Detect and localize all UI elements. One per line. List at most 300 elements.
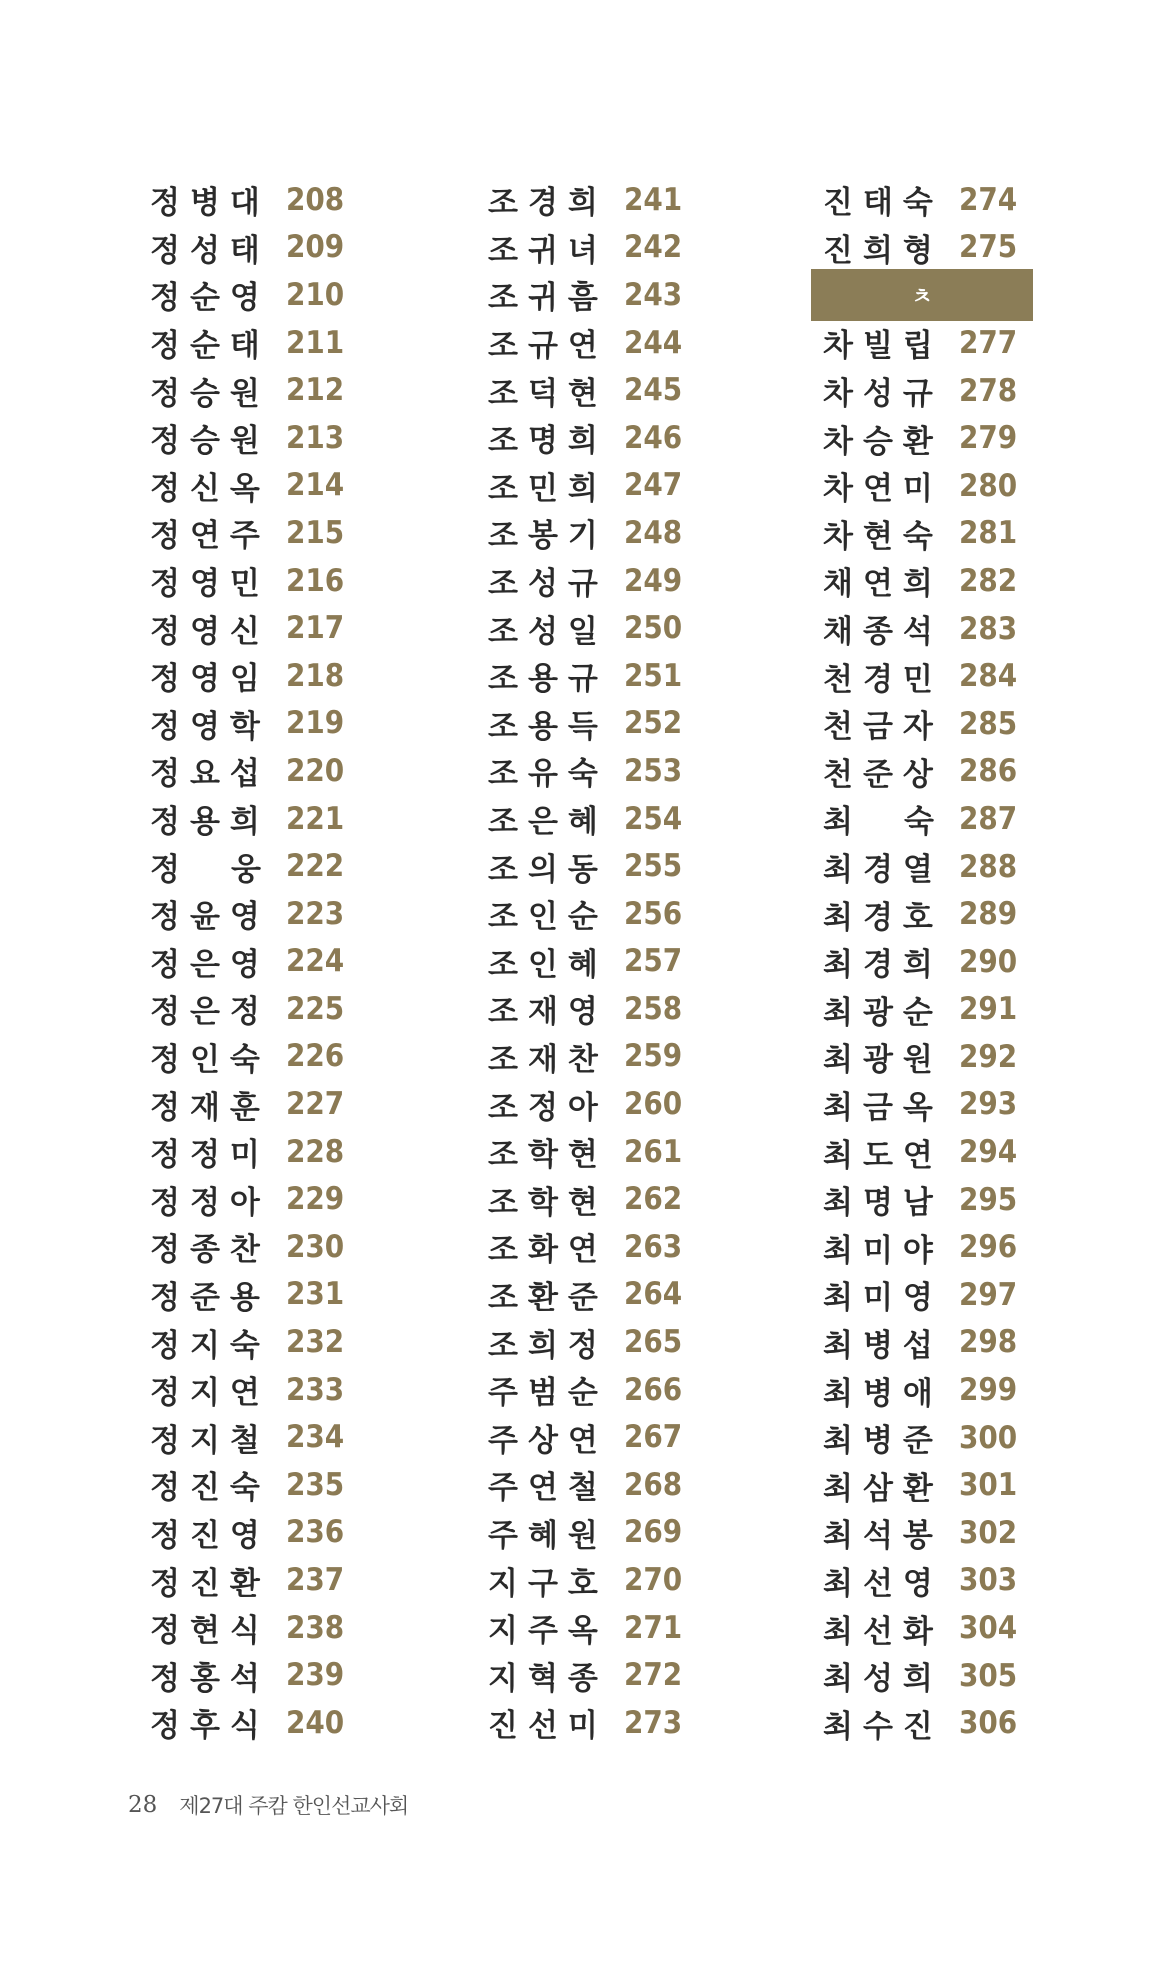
directory-entry	[823, 795, 1083, 843]
entry-name: 정순영	[150, 280, 270, 317]
entry-page-number: 286	[959, 753, 1018, 790]
directory-entry	[150, 224, 410, 272]
entry-page-number: 254	[624, 800, 683, 837]
entry-page-number: 298	[959, 1324, 1018, 1361]
entry-page-number: 240	[286, 1704, 345, 1741]
directory-entry	[150, 1509, 410, 1557]
directory-entry	[823, 1319, 1083, 1367]
directory-entry	[823, 1557, 1083, 1605]
directory-entry	[150, 1651, 410, 1699]
directory-entry	[823, 843, 1083, 891]
directory-entry	[488, 938, 748, 986]
entry-page-number: 225	[286, 990, 345, 1027]
entry-page-number: 281	[959, 515, 1018, 552]
entry-page-number: 238	[286, 1609, 345, 1646]
entry-page-number: 252	[624, 705, 683, 742]
entry-page-number: 297	[959, 1276, 1018, 1313]
entry-name: 최경호	[823, 899, 943, 936]
entry-page-number: 294	[959, 1134, 1018, 1171]
entry-name: 정병대	[150, 185, 270, 222]
directory-entry	[488, 557, 748, 605]
entry-page-number: 279	[959, 420, 1018, 457]
directory-entry	[488, 985, 748, 1033]
directory-entry	[823, 1271, 1083, 1319]
entry-page-number: 221	[286, 800, 345, 837]
entry-page-number: 265	[624, 1324, 683, 1361]
entry-page-number: 251	[624, 657, 683, 694]
entry-page-number: 228	[286, 1133, 345, 1170]
entry-name: 최선영	[823, 1565, 943, 1602]
directory-entry	[823, 1128, 1083, 1176]
entry-page-number: 226	[286, 1038, 345, 1075]
entry-name: 조희정	[488, 1327, 608, 1364]
entry-page-number: 292	[959, 1038, 1018, 1075]
entry-name: 조재영	[488, 994, 608, 1031]
entry-name: 정인숙	[150, 1041, 270, 1078]
entry-name: 정은정	[150, 994, 270, 1031]
directory-entry	[488, 1318, 748, 1366]
entry-name: 조의동	[488, 851, 608, 888]
directory-entry	[150, 1033, 410, 1081]
entry-name: 조유숙	[488, 756, 608, 793]
entry-page-number: 295	[959, 1181, 1018, 1218]
directory-column-3	[823, 176, 1083, 1747]
directory-entry	[823, 319, 1083, 367]
entry-page-number: 285	[959, 705, 1018, 742]
entry-name: 천준상	[823, 756, 943, 793]
entry-name: 최광순	[823, 994, 943, 1031]
entry-name: 정준용	[150, 1279, 270, 1316]
entry-name: 정지철	[150, 1422, 270, 1459]
entry-page-number: 277	[959, 324, 1018, 361]
directory-entry	[823, 1461, 1083, 1509]
entry-page-number: 274	[959, 181, 1018, 218]
entry-name: 조학현	[488, 1184, 608, 1221]
entry-name: 정진영	[150, 1517, 270, 1554]
entry-page-number: 259	[624, 1038, 683, 1075]
entry-name: 정신옥	[150, 470, 270, 507]
directory-entry	[823, 510, 1083, 558]
entry-name: 조규연	[488, 328, 608, 365]
entry-name: 정정아	[150, 1184, 270, 1221]
directory-entry	[488, 652, 748, 700]
entry-name: 조환준	[488, 1279, 608, 1316]
entry-page-number: 261	[624, 1133, 683, 1170]
entry-page-number: 268	[624, 1466, 683, 1503]
entry-name: 최병애	[823, 1375, 943, 1412]
directory-entry	[823, 986, 1083, 1034]
entry-name: 조귀흠	[488, 280, 608, 317]
directory-column-1	[150, 176, 410, 1747]
entry-name: 주연철	[488, 1470, 608, 1507]
entry-page-number: 215	[286, 514, 345, 551]
entry-page-number: 260	[624, 1086, 683, 1123]
entry-page-number: 296	[959, 1229, 1018, 1266]
directory-entry	[150, 985, 410, 1033]
directory-entry	[823, 748, 1083, 796]
directory-entry	[150, 1271, 410, 1319]
directory-entry	[823, 1081, 1083, 1129]
entry-name: 조성규	[488, 566, 608, 603]
directory-entry	[150, 795, 410, 843]
directory-entry	[823, 700, 1083, 748]
entry-name: 차현숙	[823, 518, 943, 555]
entry-page-number: 231	[286, 1276, 345, 1313]
entry-page-number: 235	[286, 1466, 345, 1503]
directory-entry	[488, 1033, 748, 1081]
entry-name: 정순태	[150, 328, 270, 365]
directory-entry	[823, 1604, 1083, 1652]
entry-name: 진태숙	[823, 185, 943, 222]
entry-page-number: 283	[959, 610, 1018, 647]
entry-page-number: 302	[959, 1514, 1018, 1551]
entry-name: 조경희	[488, 185, 608, 222]
entry-name: 정현식	[150, 1613, 270, 1650]
directory-entry	[488, 1699, 748, 1747]
entry-page-number: 280	[959, 467, 1018, 504]
directory-entry	[150, 271, 410, 319]
entry-name: 차연미	[823, 471, 943, 508]
entry-page-number: 219	[286, 705, 345, 742]
directory-entry	[150, 890, 410, 938]
entry-page-number: 236	[286, 1514, 345, 1551]
entry-name: 천경민	[823, 661, 943, 698]
entry-name: 지혁종	[488, 1660, 608, 1697]
entry-name: 진희형	[823, 232, 943, 269]
entry-name: 최명남	[823, 1185, 943, 1222]
entry-name: 차승환	[823, 423, 943, 460]
entry-name: 최석봉	[823, 1518, 943, 1555]
entry-page-number: 222	[286, 848, 345, 885]
entry-name: 주범순	[488, 1375, 608, 1412]
directory-entry	[488, 795, 748, 843]
directory-entry	[488, 1271, 748, 1319]
entry-page-number: 258	[624, 990, 683, 1027]
entry-page-number: 208	[286, 181, 345, 218]
entry-name: 천금자	[823, 709, 943, 746]
entry-page-number: 269	[624, 1514, 683, 1551]
entry-name: 최경희	[823, 947, 943, 984]
entry-name: 조용득	[488, 708, 608, 745]
publication-title: 제27대 주캄 한인선교사회	[179, 1794, 409, 1818]
directory-entry	[823, 605, 1083, 653]
directory-entry	[488, 1223, 748, 1271]
section-header: ㅊ	[811, 269, 1033, 321]
page-number: 28	[128, 1792, 158, 1818]
entry-name: 정영신	[150, 613, 270, 650]
entry-page-number: 243	[624, 276, 683, 313]
entry-page-number: 291	[959, 991, 1018, 1028]
directory-entry	[488, 462, 748, 510]
entry-name: 최병섭	[823, 1327, 943, 1364]
page-footer	[128, 1790, 408, 1820]
entry-page-number: 267	[624, 1419, 683, 1456]
entry-page-number: 306	[959, 1705, 1018, 1742]
entry-name: 조성일	[488, 613, 608, 650]
directory-entry	[488, 176, 748, 224]
entry-name: 주상연	[488, 1422, 608, 1459]
directory-entry	[150, 604, 410, 652]
entry-page-number: 271	[624, 1609, 683, 1646]
entry-page-number: 232	[286, 1324, 345, 1361]
entry-name: 최삼환	[823, 1470, 943, 1507]
directory-entry	[488, 1509, 748, 1557]
entry-page-number: 239	[286, 1657, 345, 1694]
directory-entry	[823, 557, 1083, 605]
directory-entry	[488, 414, 748, 462]
directory-entry	[823, 414, 1083, 462]
entry-name: 채종석	[823, 614, 943, 651]
entry-name: 최금옥	[823, 1089, 943, 1126]
entry-page-number: 211	[286, 324, 345, 361]
directory-entry	[150, 509, 410, 557]
entry-page-number: 249	[624, 562, 683, 599]
entry-page-number: 230	[286, 1228, 345, 1265]
entry-name: 최미영	[823, 1280, 943, 1317]
entry-name: 조정아	[488, 1089, 608, 1126]
entry-name: 정요섭	[150, 756, 270, 793]
entry-page-number: 229	[286, 1181, 345, 1218]
directory-entry	[823, 1176, 1083, 1224]
entry-name: 최광원	[823, 1042, 943, 1079]
entry-name: 정성태	[150, 232, 270, 269]
directory-entry	[150, 1128, 410, 1176]
entry-page-number: 213	[286, 419, 345, 456]
directory-entry	[150, 652, 410, 700]
directory-entry	[150, 842, 410, 890]
entry-page-number: 293	[959, 1086, 1018, 1123]
entry-name: 최도연	[823, 1137, 943, 1174]
entry-page-number: 262	[624, 1181, 683, 1218]
directory-entry	[150, 1366, 410, 1414]
entry-page-number: 247	[624, 467, 683, 504]
entry-name: 정승원	[150, 423, 270, 460]
entry-page-number: 255	[624, 848, 683, 885]
directory-entry	[150, 1556, 410, 1604]
entry-name: 차성규	[823, 376, 943, 413]
entry-name: 지주옥	[488, 1613, 608, 1650]
entry-page-number: 223	[286, 895, 345, 932]
directory-entry	[488, 842, 748, 890]
directory-entry	[488, 1128, 748, 1176]
directory-entry	[823, 1652, 1083, 1700]
entry-name: 정승원	[150, 375, 270, 412]
directory-entry	[150, 176, 410, 224]
entry-name: 최성희	[823, 1661, 943, 1698]
entry-page-number: 248	[624, 514, 683, 551]
entry-name: 정홍석	[150, 1660, 270, 1697]
entry-page-number: 299	[959, 1372, 1018, 1409]
directory-entry	[823, 1414, 1083, 1462]
entry-name: 조인순	[488, 899, 608, 936]
directory-entry	[150, 1699, 410, 1747]
entry-page-number: 227	[286, 1086, 345, 1123]
entry-name: 정후식	[150, 1708, 270, 1745]
entry-name: 차빌립	[823, 328, 943, 365]
entry-page-number: 224	[286, 943, 345, 980]
entry-name: 조용규	[488, 661, 608, 698]
directory-entry	[488, 1175, 748, 1223]
directory-column-2	[488, 176, 748, 1747]
directory-entry	[823, 1223, 1083, 1271]
entry-page-number: 237	[286, 1562, 345, 1599]
directory-entry	[150, 557, 410, 605]
entry-name: 조은혜	[488, 804, 608, 841]
directory-entry	[488, 1080, 748, 1128]
directory-entry	[150, 1175, 410, 1223]
entry-page-number: 220	[286, 752, 345, 789]
entry-page-number: 233	[286, 1371, 345, 1408]
directory-entry	[823, 938, 1083, 986]
entry-page-number: 304	[959, 1610, 1018, 1647]
entry-page-number: 288	[959, 848, 1018, 885]
entry-page-number: 301	[959, 1467, 1018, 1504]
entry-name: 조귀녀	[488, 232, 608, 269]
entry-name: 진선미	[488, 1708, 608, 1745]
entry-name: 조민희	[488, 470, 608, 507]
directory-entry	[488, 1461, 748, 1509]
directory-entry	[488, 319, 748, 367]
directory-entry	[488, 224, 748, 272]
entry-page-number: 270	[624, 1562, 683, 1599]
directory-entry	[150, 1461, 410, 1509]
entry-name: 최선화	[823, 1613, 943, 1650]
entry-name: 정진숙	[150, 1470, 270, 1507]
directory-entry	[150, 319, 410, 367]
entry-page-number: 303	[959, 1562, 1018, 1599]
entry-name: 조재찬	[488, 1041, 608, 1078]
entry-page-number: 256	[624, 895, 683, 932]
entry-name: 정지숙	[150, 1327, 270, 1364]
entry-page-number: 272	[624, 1657, 683, 1694]
directory-entry	[488, 890, 748, 938]
entry-name: 조명희	[488, 423, 608, 460]
directory-entry	[150, 1413, 410, 1461]
entry-name: 정 웅	[150, 851, 271, 888]
entry-page-number: 210	[286, 276, 345, 313]
directory-entry	[150, 1080, 410, 1128]
entry-name: 정종찬	[150, 1232, 270, 1269]
directory-entry	[488, 1651, 748, 1699]
entry-name: 정윤영	[150, 899, 270, 936]
entry-page-number: 209	[286, 229, 345, 266]
entry-name: 정연주	[150, 518, 270, 555]
entry-page-number: 217	[286, 610, 345, 647]
directory-entry	[488, 1556, 748, 1604]
directory-entry	[488, 1604, 748, 1652]
entry-name: 조덕현	[488, 375, 608, 412]
entry-name: 정재훈	[150, 1089, 270, 1126]
directory-entry	[150, 1318, 410, 1366]
entry-name: 조봉기	[488, 518, 608, 555]
entry-name: 채연희	[823, 566, 943, 603]
directory-entry	[823, 462, 1083, 510]
directory-entry	[488, 1413, 748, 1461]
directory-entry	[823, 1366, 1083, 1414]
directory-entry	[488, 366, 748, 414]
entry-page-number: 275	[959, 229, 1018, 266]
entry-page-number: 245	[624, 372, 683, 409]
entry-name: 정영학	[150, 708, 270, 745]
entry-name: 조인혜	[488, 946, 608, 983]
directory-entry	[823, 367, 1083, 415]
directory-entry	[823, 1509, 1083, 1557]
entry-page-number: 241	[624, 181, 683, 218]
entry-page-number: 253	[624, 752, 683, 789]
entry-page-number: 216	[286, 562, 345, 599]
directory-entry	[488, 604, 748, 652]
directory-entry	[823, 1699, 1083, 1747]
entry-name: 정정미	[150, 1137, 270, 1174]
directory-entry	[150, 462, 410, 510]
directory-entry	[150, 366, 410, 414]
directory-entry	[823, 890, 1083, 938]
entry-page-number: 287	[959, 800, 1018, 837]
entry-page-number: 263	[624, 1228, 683, 1265]
entry-page-number: 214	[286, 467, 345, 504]
entry-name: 정영임	[150, 661, 270, 698]
directory-entry	[150, 700, 410, 748]
entry-name: 최미야	[823, 1232, 943, 1269]
directory-entry	[488, 747, 748, 795]
directory-entry	[150, 938, 410, 986]
directory-entry	[823, 1033, 1083, 1081]
directory-entry	[488, 1366, 748, 1414]
entry-name: 최 숙	[823, 804, 944, 841]
entry-page-number: 289	[959, 896, 1018, 933]
entry-name: 정용희	[150, 804, 270, 841]
entry-page-number: 264	[624, 1276, 683, 1313]
entry-page-number: 250	[624, 610, 683, 647]
directory-entry	[823, 224, 1083, 272]
entry-page-number: 284	[959, 658, 1018, 695]
directory-entry	[488, 700, 748, 748]
entry-page-number: 278	[959, 372, 1018, 409]
entry-page-number: 305	[959, 1657, 1018, 1694]
directory-entry	[823, 652, 1083, 700]
directory-entry	[150, 747, 410, 795]
directory-entry	[150, 1223, 410, 1271]
entry-page-number: 257	[624, 943, 683, 980]
entry-name: 최수진	[823, 1708, 943, 1745]
directory-entry	[150, 414, 410, 462]
entry-name: 정진환	[150, 1565, 270, 1602]
entry-name: 최경열	[823, 852, 943, 889]
entry-name: 주혜원	[488, 1517, 608, 1554]
entry-name: 조학현	[488, 1137, 608, 1174]
entry-page-number: 212	[286, 372, 345, 409]
entry-name: 조화연	[488, 1232, 608, 1269]
entry-page-number: 290	[959, 943, 1018, 980]
entry-name: 정은영	[150, 946, 270, 983]
entry-page-number: 282	[959, 562, 1018, 599]
entry-page-number: 246	[624, 419, 683, 456]
directory-entry	[488, 509, 748, 557]
entry-name: 정지연	[150, 1375, 270, 1412]
directory-entry	[488, 271, 748, 319]
entry-name: 최병준	[823, 1423, 943, 1460]
entry-name: 지구호	[488, 1565, 608, 1602]
directory-entry	[823, 176, 1083, 224]
entry-page-number: 266	[624, 1371, 683, 1408]
entry-page-number: 242	[624, 229, 683, 266]
entry-page-number: 234	[286, 1419, 345, 1456]
entry-page-number: 300	[959, 1419, 1018, 1456]
directory-entry	[150, 1604, 410, 1652]
entry-name: 정영민	[150, 566, 270, 603]
entry-page-number: 218	[286, 657, 345, 694]
entry-page-number: 273	[624, 1704, 683, 1741]
